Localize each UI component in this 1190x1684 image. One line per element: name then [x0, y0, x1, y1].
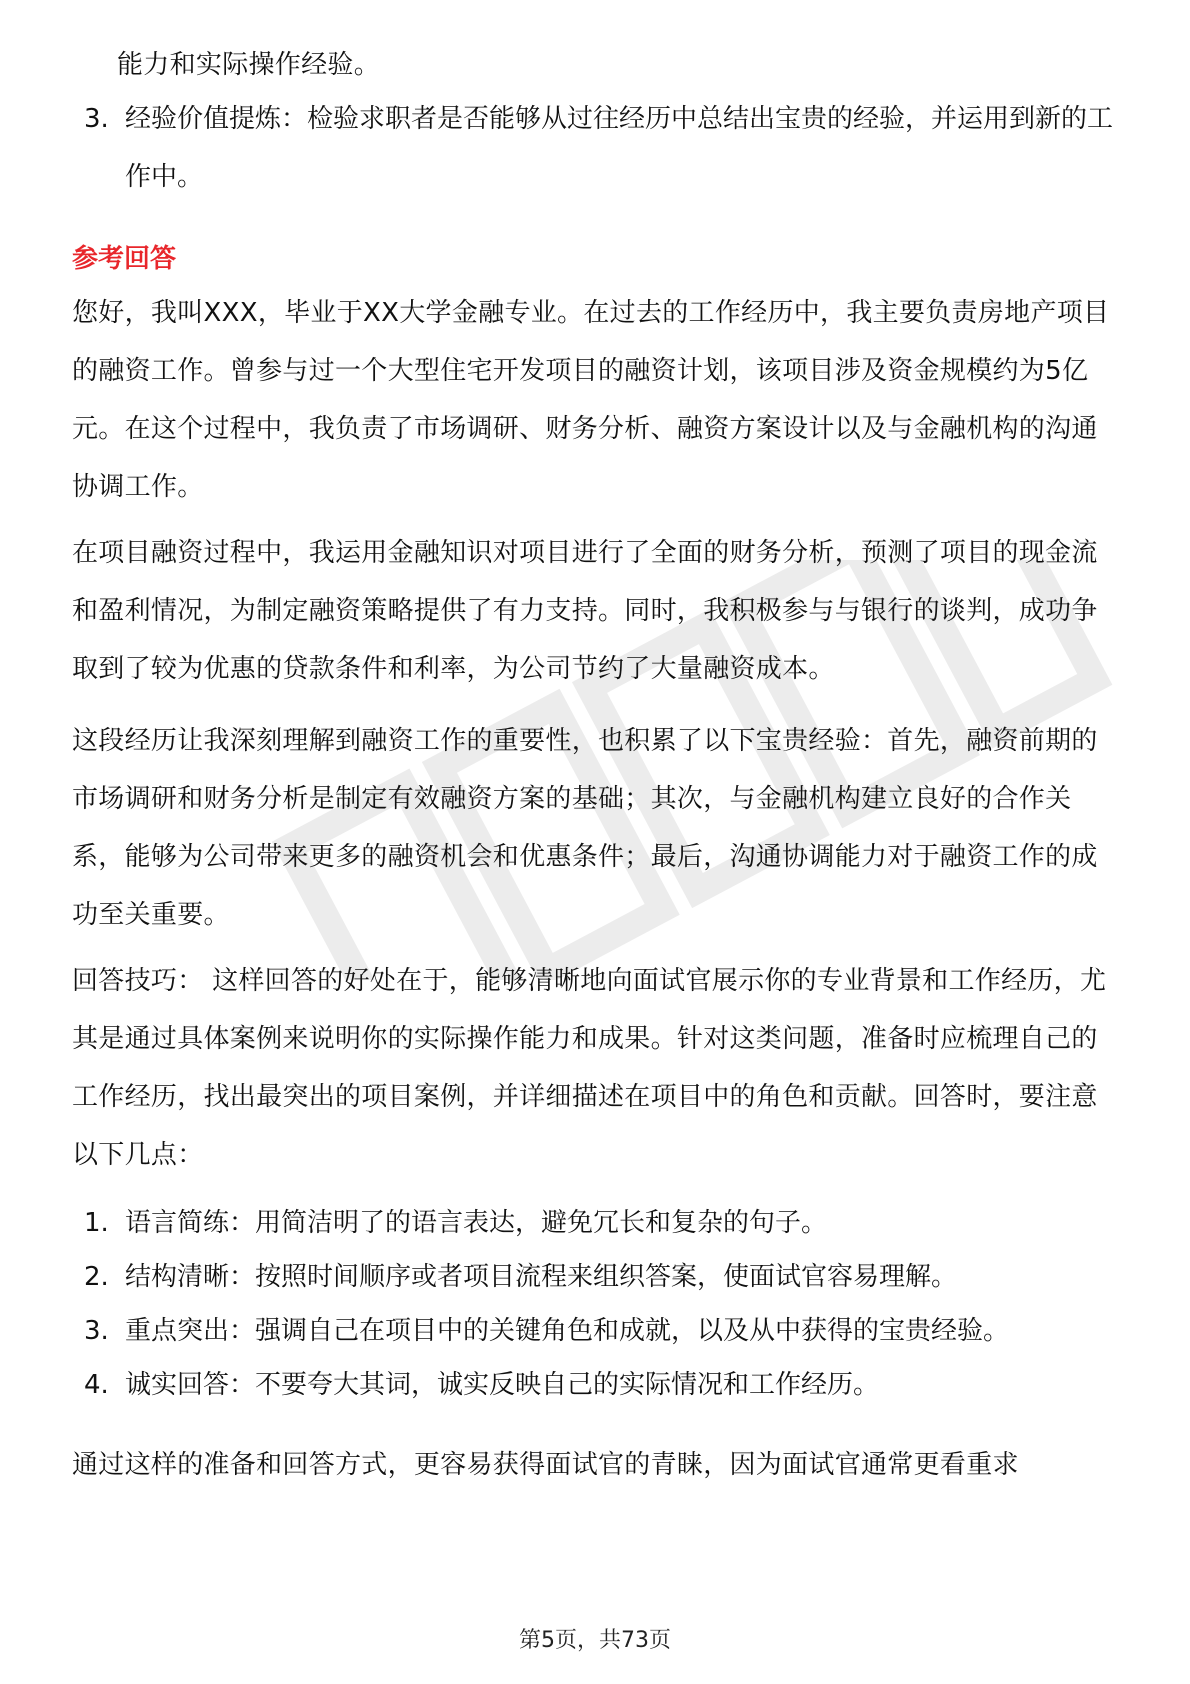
list-number: 2.: [84, 1262, 109, 1292]
section-heading: 参考回答: [72, 244, 177, 274]
list-text: 重点突出：强调自己在项目中的关键角色和成就，以及从中获得的宝贵经验。: [125, 1316, 1010, 1346]
paragraph: 您好，我叫XXX，毕业于XX大学金融专业。在过去的工作经历中，我主要负责房地产项目的融资工作。曾参与过一个大型住宅开发项目的融资计划，该项目涉及资金规模约为5亿元。在这个过程中，我负责了市场调研、财务分析、融资方案设计以及与金融机构的沟通协调工作。: [72, 298, 1110, 502]
list-text: 语言简练：用简洁明了的语言表达，避免冗长和复杂的句子。: [125, 1208, 828, 1238]
continuation-line: 能力和实际操作经验。: [117, 50, 381, 80]
list-text: 结构清晰：按照时间顺序或者项目流程来组织答案，使面试官容易理解。: [125, 1262, 958, 1292]
paragraph: 回答技巧： 这样回答的好处在于，能够清晰地向面试官展示你的专业背景和工作经历，尤其是通过具体案例来说明你的实际操作能力和成果。针对这类问题，准备时应梳理自己的工作经历，找出最突出的项目案例，并详细描述在项目中的角色和贡献。回答时，要注意以下几点：: [72, 966, 1107, 1170]
list-text: 诚实回答：不要夸大其词，诚实反映自己的实际情况和工作经历。: [125, 1370, 880, 1400]
closing-line: 通过这样的准备和回答方式，更容易获得面试官的青睐，因为面试官通常更看重求: [72, 1450, 1019, 1480]
list-number: 3.: [84, 1316, 109, 1346]
list-number: 1.: [84, 1208, 109, 1238]
paragraph: 这段经历让我深刻理解到融资工作的重要性，也积累了以下宝贵经验：首先，融资前期的市场调研和财务分析是制定有效融资方案的基础；其次，与金融机构建立良好的合作关系，能够为公司带来更多的融资机会和优惠条件；最后，沟通协调能力对于融资工作的成功至关重要。: [72, 726, 1098, 930]
page-footer: 第5页，共73页: [519, 1628, 671, 1653]
list-text: 经验价值提炼：检验求职者是否能够从过往经历中总结出宝贵的经验，并运用到新的工作中。: [125, 104, 1114, 192]
paragraph: 在项目融资过程中，我运用金融知识对项目进行了全面的财务分析，预测了项目的现金流和盈利情况，为制定融资策略提供了有力支持。同时，我积极参与与银行的谈判，成功争取到了较为优惠的贷款条件和利率，为公司节约了大量融资成本。: [72, 538, 1098, 684]
list-number: 4.: [84, 1370, 109, 1400]
list-number: 3.: [84, 104, 109, 134]
